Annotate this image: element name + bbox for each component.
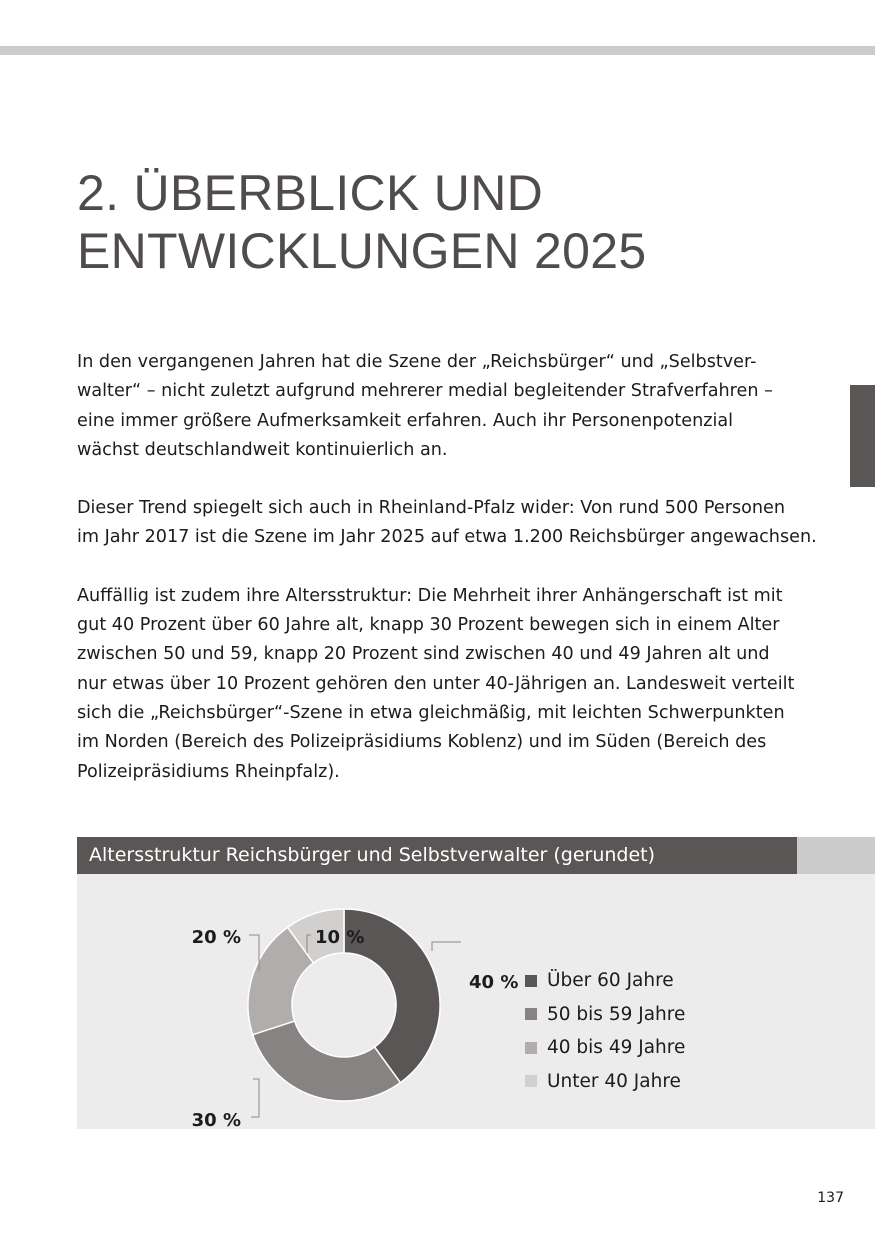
text-line: In den vergangenen Jahren hat die Szene der „Reichsbürger“ und „Selbstver- — [77, 352, 757, 372]
legend-label: 50 bis 59 Jahre — [547, 1003, 686, 1025]
chapter-heading — [77, 164, 837, 280]
paragraph — [77, 494, 837, 553]
legend-item-50-59 — [525, 998, 685, 1032]
text-line: Dieser Trend spiegelt sich auch in Rheinland-Pfalz wider: Von rund 500 Personen — [77, 498, 786, 519]
page-number: 137 — [817, 1190, 844, 1206]
top-rule — [0, 46, 875, 55]
text-line: eine immer größere Aufmerksamkeit erfahren. Auch ihr Personenpotenzial — [77, 410, 734, 431]
text-line: sich die „Reichsbürger“-Szene in etwa gleichmäßig, mit leichten Schwerpunkten — [77, 702, 785, 723]
legend-swatch — [525, 1042, 537, 1054]
chart-title: Altersstruktur Reichsbürger und Selbstverwalter (gerundet) — [77, 837, 797, 874]
text-line: zwischen 50 und 59, knapp 20 Prozent sind zwischen 40 und 49 Jahren alt und — [77, 644, 770, 665]
heading-line: 2. ÜBERBLICK UND — [77, 165, 544, 221]
data-label-40-49: 20 % — [191, 927, 241, 948]
chapter-tab-marker — [850, 385, 875, 487]
text-line: walter“ – nicht zuletzt aufgrund mehrerer medial begleitender Strafverfahren – — [77, 381, 773, 402]
chart-legend — [525, 964, 685, 1098]
legend-swatch — [525, 975, 537, 987]
age-structure-chart — [77, 837, 875, 1129]
chart-header-accent — [797, 837, 875, 874]
data-label-50-59: 30 % — [191, 1110, 241, 1129]
body-text — [77, 348, 837, 816]
legend-item-40-49 — [525, 1031, 685, 1065]
leader-line-50-59 — [251, 1079, 259, 1117]
text-line: gut 40 Prozent über 60 Jahre alt, knapp 30 Prozent bewegen sich in einem Alter — [77, 615, 780, 636]
text-line: im Jahr 2017 ist die Szene im Jahr 2025 auf etwa 1.200 Reichsbürger angewachsen. — [77, 527, 817, 548]
text-line: Auffällig ist zudem ihre Altersstruktur: Die Mehrheit ihrer Anhängerschaft ist mit — [77, 585, 783, 606]
legend-item-unter-40 — [525, 1065, 685, 1099]
legend-label: Über 60 Jahre — [547, 970, 674, 992]
paragraph — [77, 348, 837, 465]
text-line: nur etwas über 10 Prozent gehören den unter 40-Jährigen an. Landesweit verteilt — [77, 673, 795, 694]
legend-label: Unter 40 Jahre — [547, 1070, 681, 1092]
text-line: Polizeipräsidiums Rheinpfalz). — [77, 761, 340, 782]
legend-item-ueber-60 — [525, 964, 685, 998]
text-line: wächst deutschlandweit kontinuierlich an. — [77, 439, 448, 460]
legend-swatch — [525, 1075, 537, 1087]
legend-label: 40 bis 49 Jahre — [547, 1037, 686, 1059]
leader-line-ueber-60 — [432, 942, 461, 951]
data-label-unter-40: 10 % — [315, 927, 365, 948]
paragraph — [77, 582, 837, 787]
heading-line: ENTWICKLUNGEN 2025 — [77, 223, 647, 279]
legend-swatch — [525, 1008, 537, 1020]
data-label-ueber-60: 40 % — [469, 972, 519, 993]
donut-chart — [77, 874, 875, 1129]
text-line: im Norden (Bereich des Polizeipräsidiums Koblenz) und im Süden (Bereich des — [77, 732, 767, 753]
donut-slice-50-59 — [253, 1021, 401, 1101]
